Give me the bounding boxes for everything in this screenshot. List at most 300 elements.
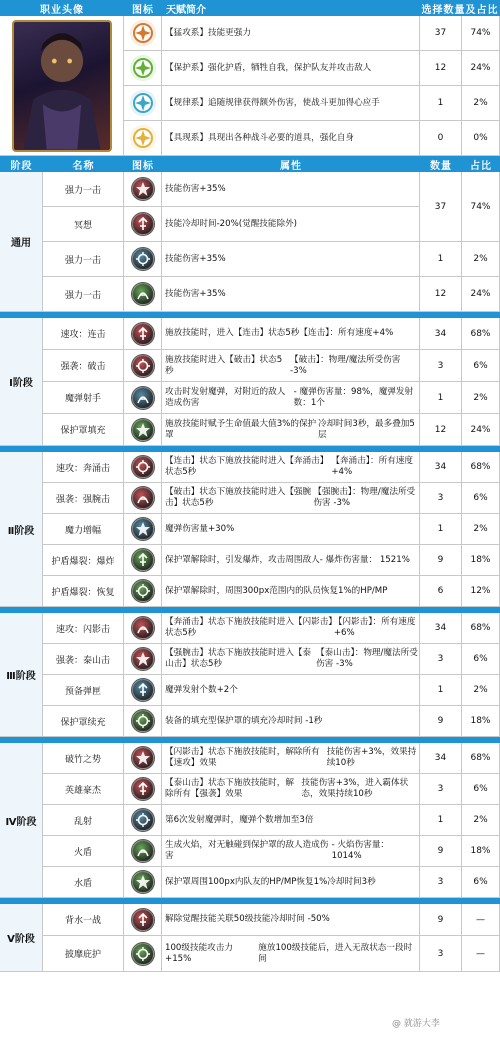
skill-name xyxy=(43,805,124,836)
missile-icon xyxy=(132,387,154,409)
skill-header-pct xyxy=(462,156,500,172)
talent-pct xyxy=(462,121,500,156)
skill-icon-cell xyxy=(124,936,162,972)
skill-count-value: 3 xyxy=(437,360,444,371)
leaf-wing-icon xyxy=(130,55,156,81)
skill-attribute-line: 【泰山击】状态下施放技能时，解除所有【强袭】效果 xyxy=(165,778,294,799)
skill-attribute-line: 技能伤害+35% xyxy=(165,253,226,264)
skill-attribute-line: 施放100级技能后，进入无敌状态一段时间 xyxy=(258,942,413,964)
skill-count-value: 34 xyxy=(434,462,447,472)
skill-attribute-line: 冷却时间3秒 xyxy=(327,876,376,887)
skill-pct-value: 2% xyxy=(473,524,488,534)
skill-pct xyxy=(462,675,500,706)
skill-attribute xyxy=(162,936,420,972)
skill-attribute-line: 【连击】：所有速度+4% xyxy=(299,328,394,338)
talent-count-value: 1 xyxy=(437,98,444,108)
crystal-icon xyxy=(130,90,156,116)
fist-icon xyxy=(132,323,154,345)
skill-attribute-line: 魔弹伤害量+30% xyxy=(165,523,235,534)
skill-header-stage xyxy=(0,156,43,172)
skill-icon-cell xyxy=(124,350,162,382)
skill-name xyxy=(43,318,124,350)
skill-name xyxy=(43,277,124,312)
skill-name xyxy=(43,414,124,446)
skill-count-value: 1 xyxy=(437,524,444,534)
skill-attribute-line: 【连击】状态下施放技能时进入【奔涌击】状态5秒 xyxy=(165,456,329,477)
skill-name-text: 水盾 xyxy=(73,878,92,889)
skill-name xyxy=(43,743,124,774)
skill-attribute xyxy=(162,514,420,545)
skill-attribute xyxy=(162,545,420,576)
talent-header-icon xyxy=(124,0,162,16)
skill-header-icon-label: 图标 xyxy=(132,160,154,172)
skill-attribute xyxy=(162,277,420,312)
skill-attribute xyxy=(162,904,420,936)
skill-pct xyxy=(462,743,500,774)
skill-attribute xyxy=(162,318,420,350)
skill-pct-value: 18% xyxy=(470,716,491,726)
skill-name xyxy=(43,172,124,207)
skill-attribute-line: 技能冷却时间-20%(觉醒技能除外) xyxy=(165,218,298,229)
talent-header-intro xyxy=(162,0,420,16)
skill-icon-cell xyxy=(124,867,162,898)
skill-icon-cell xyxy=(124,805,162,836)
skill-icon-cell xyxy=(124,706,162,737)
skill-pct-value: 68% xyxy=(470,462,491,472)
skill-pct xyxy=(462,382,500,414)
skill-count xyxy=(420,483,462,514)
skill-count xyxy=(420,706,462,737)
talent-count-value: 12 xyxy=(434,63,447,73)
stage-label xyxy=(0,904,43,972)
skill-icon-cell xyxy=(124,414,162,446)
skill-name-text: 速攻：奔涌击 xyxy=(55,463,110,474)
shield-icon xyxy=(132,419,154,441)
skill-pct-value: 18% xyxy=(470,555,491,565)
skill-pct-value: 68% xyxy=(470,623,491,633)
skill-name xyxy=(43,242,124,277)
skill-pct-value: 18% xyxy=(470,846,491,856)
skill-header-attr xyxy=(162,156,420,172)
skill-pct-value: 6% xyxy=(473,654,488,664)
skill-count-value: 9 xyxy=(437,914,444,925)
skill-count-value: 9 xyxy=(437,555,444,565)
skill-count xyxy=(420,277,462,312)
stage-label xyxy=(0,318,43,446)
skill-name-text: 破竹之势 xyxy=(64,754,101,765)
watermark: @ 就游大李 xyxy=(392,1019,440,1029)
skill-attribute-line: - 火焰伤害量： 1014% xyxy=(331,840,390,861)
skill-attribute xyxy=(162,207,420,242)
mountain-icon xyxy=(132,648,154,670)
skill-count xyxy=(420,576,462,607)
skill-pct-value: — xyxy=(476,914,485,925)
skill-attribute xyxy=(162,774,420,805)
skill-attribute xyxy=(162,743,420,774)
skill-icon-cell xyxy=(124,613,162,644)
skill-attribute xyxy=(162,613,420,644)
skill-attribute-line: 技能伤害+35% xyxy=(165,288,226,299)
skill-count-value: 9 xyxy=(437,716,444,726)
skill-header-count-label: 数量 xyxy=(430,160,452,172)
skill-pct xyxy=(462,904,500,936)
skill-count xyxy=(420,613,462,644)
talent-pct-value: 24% xyxy=(470,63,491,73)
skill-count xyxy=(420,675,462,706)
talent-count-value: 0 xyxy=(437,133,444,143)
skill-attribute-line: 解除觉醒技能关联 xyxy=(165,914,234,924)
skill-attribute-line: 生成火焰，对无触碰到保护罩的敌人造成伤害 xyxy=(165,840,329,861)
skill-attribute-line: 技能伤害+3%，效果持续10秒 xyxy=(326,747,417,768)
skill-name-text: 魔弹射手 xyxy=(64,394,101,404)
talent-intro xyxy=(162,86,420,121)
stage-label xyxy=(0,452,43,607)
skill-name xyxy=(43,382,124,414)
stage-label-text: Ⅰ阶段 xyxy=(9,378,33,389)
skill-attribute-line: 【奔涌击】状态下施放技能时进入【闪影击】状态5秒 xyxy=(165,617,333,638)
skill-count-value: 3 xyxy=(437,493,444,503)
skill-attribute-line: 技能伤害+35% xyxy=(165,183,226,194)
skill-count xyxy=(420,904,462,936)
skill-count-value: 3 xyxy=(437,948,444,959)
skill-pct-value: 2% xyxy=(473,392,488,403)
talent-intro xyxy=(162,121,420,156)
skill-name xyxy=(43,904,124,936)
sword-up-icon xyxy=(132,248,154,270)
skill-pct-value: 6% xyxy=(473,877,488,887)
skill-icon-cell xyxy=(124,836,162,867)
skill-pct-value: — xyxy=(476,948,485,959)
skill-count-value: 6 xyxy=(437,586,444,596)
skill-count-merged xyxy=(420,172,462,242)
skill-name-text: 护盾爆裂：爆炸 xyxy=(51,556,115,567)
skill-attribute xyxy=(162,675,420,706)
skill-name xyxy=(43,936,124,972)
skill-icon-cell xyxy=(124,172,162,207)
stage-label-text: Ⅲ阶段 xyxy=(6,671,36,682)
skill-count xyxy=(420,774,462,805)
invincible-icon xyxy=(132,943,154,965)
skill-name-text: 护盾爆裂：恢复 xyxy=(51,587,115,598)
skill-count xyxy=(420,836,462,867)
arm-icon xyxy=(132,487,154,509)
skill-attribute xyxy=(162,242,420,277)
talent-count-value: 37 xyxy=(434,28,447,38)
skill-count-value: 1 xyxy=(437,685,444,695)
heal-icon xyxy=(132,580,154,602)
skill-pct-value: 68% xyxy=(470,328,491,339)
skill-pct-value: 68% xyxy=(470,753,491,763)
talent-icon-cell xyxy=(124,86,162,121)
skill-pct-value: 6% xyxy=(473,360,488,371)
skill-icon-cell xyxy=(124,675,162,706)
scatter-icon xyxy=(132,809,154,831)
skill-attribute-line: 100级技能攻击力+15% xyxy=(165,942,233,964)
skill-name-text: 强力一击 xyxy=(64,185,101,196)
fire-crown-icon xyxy=(130,125,156,151)
skill-count xyxy=(420,242,462,277)
skill-header-pct-label: 占比 xyxy=(470,160,492,172)
skill-count-value: 1 xyxy=(437,392,444,403)
skill-count-value: 12 xyxy=(434,289,447,299)
skill-attribute-line: 【强腕击】状态下施放技能时进入【泰山击】状态5秒 xyxy=(165,648,312,669)
skill-icon-cell xyxy=(124,576,162,607)
skill-attribute-line: 施放技能时赋予生命值最大值3%的保护罩 xyxy=(165,418,317,440)
skill-attribute-line: 【闪影击】状态下施放技能时，解除所有【速攻】效果 xyxy=(165,747,320,768)
skill-attribute xyxy=(162,483,420,514)
skill-attribute-line: 技能伤害+3%，进入霸体状态，效果持续10秒 xyxy=(301,778,409,799)
skill-name xyxy=(43,452,124,483)
skill-attribute xyxy=(162,644,420,675)
skill-name xyxy=(43,207,124,242)
talent-intro xyxy=(162,16,420,51)
skill-pct xyxy=(462,545,500,576)
talent-intro-text: 【猛攻系】技能更强力 xyxy=(165,27,251,38)
portrait-cell xyxy=(0,16,124,156)
skill-header-attr-label: 属性 xyxy=(280,160,302,172)
skill-count xyxy=(420,644,462,675)
skill-count-value: 37 xyxy=(434,201,447,212)
skill-attribute-line: 保护罩解除时，引发爆炸，攻击周围敌人 xyxy=(165,554,320,565)
skill-count xyxy=(420,382,462,414)
skill-name-text: 强力一击 xyxy=(64,255,101,266)
skill-attribute xyxy=(162,836,420,867)
skill-attribute xyxy=(162,805,420,836)
skill-name-text: 强力一击 xyxy=(64,290,101,301)
skill-attribute-line: 【闪影击】：所有速度+6% xyxy=(333,617,416,638)
wave-icon xyxy=(132,456,154,478)
skill-pct xyxy=(462,805,500,836)
skill-attribute xyxy=(162,350,420,382)
skill-count xyxy=(420,936,462,972)
talent-icon-cell xyxy=(124,121,162,156)
skill-pct-value: 12% xyxy=(470,586,491,596)
talent-pct xyxy=(462,16,500,51)
skill-icon-cell xyxy=(124,242,162,277)
skill-attribute xyxy=(162,414,420,446)
skill-attribute xyxy=(162,706,420,737)
skill-pct xyxy=(462,936,500,972)
skill-attribute xyxy=(162,382,420,414)
skill-name xyxy=(43,545,124,576)
skill-pct xyxy=(462,414,500,446)
skill-icon-cell xyxy=(124,904,162,936)
talent-count xyxy=(420,86,462,121)
skill-attribute-line: 50级技能冷却时间 -50% xyxy=(233,914,330,924)
stage-label xyxy=(0,172,43,312)
skill-pct xyxy=(462,242,500,277)
sword-up-icon xyxy=(132,178,154,200)
talent-count xyxy=(420,16,462,51)
skill-name xyxy=(43,836,124,867)
talent-header-portrait-label: 职业头像 xyxy=(40,4,84,16)
skill-pct xyxy=(462,836,500,867)
skill-attribute-line: 保护罩解除时，周围300px范围内的队员恢复1%的HP/MP xyxy=(165,585,388,596)
skill-name-text: 魔力增幅 xyxy=(64,525,101,536)
skill-attribute-line: 装备的填充型保护罩的填充冷却时间 -1秒 xyxy=(165,715,323,726)
skill-name-text: 乱射 xyxy=(73,816,92,827)
skill-icon-cell xyxy=(124,277,162,312)
skill-attribute-line: 施放技能时进入【破击】状态5秒 xyxy=(165,354,283,376)
skill-name-text: 强袭：泰山击 xyxy=(55,655,110,666)
skill-pct-value: 6% xyxy=(473,784,488,794)
talent-pct-value: 74% xyxy=(470,28,491,38)
skill-name-text: 强袭：强腕击 xyxy=(55,494,110,505)
skill-pct xyxy=(462,644,500,675)
skill-attribute-line: 保护罩周围100px内队友的HP/MP恢复1% xyxy=(165,876,328,887)
burst-icon xyxy=(132,549,154,571)
skill-pct-value: 24% xyxy=(470,289,491,299)
skill-name-text: 保护罩续充 xyxy=(60,717,106,728)
stage-label-text: 通用 xyxy=(11,238,31,249)
skill-header-stage-label: 阶段 xyxy=(10,160,33,172)
skill-name-text: 背水一战 xyxy=(64,916,101,926)
skill-attribute xyxy=(162,452,420,483)
skill-name-text: 强袭：破击 xyxy=(60,362,106,372)
skill-attribute xyxy=(162,576,420,607)
skill-name xyxy=(43,867,124,898)
skill-icon-cell xyxy=(124,774,162,805)
skill-pct xyxy=(462,483,500,514)
water-shield-icon xyxy=(132,871,154,893)
skill-icon-cell xyxy=(124,318,162,350)
skill-attribute xyxy=(162,172,420,207)
skill-name-text: 速攻：闪影击 xyxy=(55,624,110,635)
skill-count-value: 34 xyxy=(434,623,447,633)
stage-label-text: Ⅱ阶段 xyxy=(7,525,35,537)
skill-pct xyxy=(462,576,500,607)
skill-icon-cell xyxy=(124,382,162,414)
stage-label xyxy=(0,743,43,898)
skill-count-value: 34 xyxy=(434,328,447,339)
talent-icon-cell xyxy=(124,16,162,51)
skill-pct-merged xyxy=(462,172,500,242)
skill-name xyxy=(43,774,124,805)
circle-emblem-icon xyxy=(130,20,156,46)
sword-up-icon xyxy=(132,283,154,305)
talent-pct xyxy=(462,51,500,86)
skill-pct xyxy=(462,613,500,644)
skill-attribute-line: 施放技能时，进入【连击】状态5秒 xyxy=(165,328,300,338)
talent-count xyxy=(420,51,462,86)
talent-intro-text: 【具现系】具现出各种战斗必要的道具，强化自身 xyxy=(165,132,355,143)
talent-pct-value: 2% xyxy=(473,98,488,108)
skill-name xyxy=(43,350,124,382)
skill-name xyxy=(43,675,124,706)
skill-count xyxy=(420,805,462,836)
skill-count-value: 9 xyxy=(437,846,444,856)
skill-name xyxy=(43,514,124,545)
skill-pct xyxy=(462,452,500,483)
talent-intro-text: 【规律系】追随规律获得额外伤害，使战斗更加得心应手 xyxy=(165,97,380,108)
skill-attribute-line: 【破击】状态下施放技能时进入【强腕击】状态5秒 xyxy=(165,487,312,508)
skill-name-text: 火盾 xyxy=(73,847,92,858)
skill-count xyxy=(420,350,462,382)
skill-pct-value: 24% xyxy=(470,424,491,435)
skill-name xyxy=(43,613,124,644)
skill-count xyxy=(420,514,462,545)
skill-name xyxy=(43,706,124,737)
skill-attribute-line: 第6次发射魔弹时，魔弹个数增加至3倍 xyxy=(165,814,314,825)
skill-icon-cell xyxy=(124,452,162,483)
skill-count-value: 1 xyxy=(437,254,444,264)
skill-count xyxy=(420,545,462,576)
skill-icon-cell xyxy=(124,545,162,576)
talent-pct xyxy=(462,86,500,121)
skill-count-value: 3 xyxy=(437,654,444,664)
skill-icon-cell xyxy=(124,207,162,242)
skill-attribute-line: 【破击】：物理/魔法所受伤害 -3% xyxy=(290,354,401,376)
skill-count-value: 3 xyxy=(437,784,444,794)
talent-count xyxy=(420,121,462,156)
skill-icon-cell xyxy=(124,644,162,675)
talent-pct-value: 0% xyxy=(473,133,488,143)
skill-icon-cell xyxy=(124,743,162,774)
skill-attribute-line: 冷却时间3秒，最多叠加5层 xyxy=(317,418,415,440)
talent-header-portrait xyxy=(0,0,124,16)
skill-pct-value: 2% xyxy=(473,815,488,825)
skill-count-value: 12 xyxy=(434,424,447,435)
stage-label-text: Ⅴ阶段 xyxy=(7,934,35,945)
skill-pct xyxy=(462,706,500,737)
talent-header-intro-label: 天赋简介 xyxy=(166,4,206,16)
last-stand-icon xyxy=(132,909,154,931)
skill-attribute-line: - 魔弹伤害量：98%，魔弹发射数：1个 xyxy=(293,386,414,408)
skill-attribute xyxy=(162,867,420,898)
skill-count-value: 1 xyxy=(437,815,444,825)
stage-label-text: Ⅳ阶段 xyxy=(5,816,37,828)
skill-count xyxy=(420,867,462,898)
skill-pct-value: 6% xyxy=(473,493,488,503)
skill-name-text: 英雄豪杰 xyxy=(64,785,101,796)
skill-header-name-label: 名称 xyxy=(72,160,95,172)
skill-count xyxy=(420,743,462,774)
skill-count-value: 34 xyxy=(434,753,447,763)
amplify-icon xyxy=(132,518,154,540)
bamboo-icon xyxy=(132,747,154,769)
skill-pct-value: 74% xyxy=(470,201,491,212)
skill-count xyxy=(420,414,462,446)
skill-pct-value: 2% xyxy=(473,685,488,695)
skill-name-text: 预备弹匣 xyxy=(64,686,101,697)
skill-name-text: 速攻：连击 xyxy=(60,330,106,340)
skill-header-icon xyxy=(124,156,162,172)
skill-attribute-line: 【奔涌击】：所有速度+4% xyxy=(331,456,413,477)
skill-pct xyxy=(462,350,500,382)
fire-shield-icon xyxy=(132,840,154,862)
skill-icon-cell xyxy=(124,483,162,514)
skill-name xyxy=(43,483,124,514)
smash-icon xyxy=(132,355,154,377)
talent-intro xyxy=(162,51,420,86)
skill-attribute-line: - 爆炸伤害量： 1521% xyxy=(319,554,410,565)
hero-icon xyxy=(132,778,154,800)
skill-pct xyxy=(462,867,500,898)
skill-header-count xyxy=(420,156,462,172)
shadow-icon xyxy=(132,617,154,639)
skill-header-name xyxy=(43,156,124,172)
skill-pct xyxy=(462,318,500,350)
skill-attribute-line: 【强腕击】：物理/魔法所受伤害 -3% xyxy=(313,487,416,508)
skill-attribute-line: 攻击时发射魔弹，对附近的敌人造成伤害 xyxy=(165,386,286,408)
talent-header-select-label: 选择数量及占比 xyxy=(421,4,499,16)
skill-count xyxy=(420,318,462,350)
stage-label xyxy=(0,613,43,737)
talent-intro-text: 【保护系】强化护盾，牺牲自我，保护队友并攻击敌人 xyxy=(165,62,372,73)
skill-attribute-line: 【泰山击】：物理/魔法所受伤害 -3% xyxy=(316,648,418,669)
skill-pct xyxy=(462,774,500,805)
skill-name-text: 保护罩填充 xyxy=(60,426,106,436)
